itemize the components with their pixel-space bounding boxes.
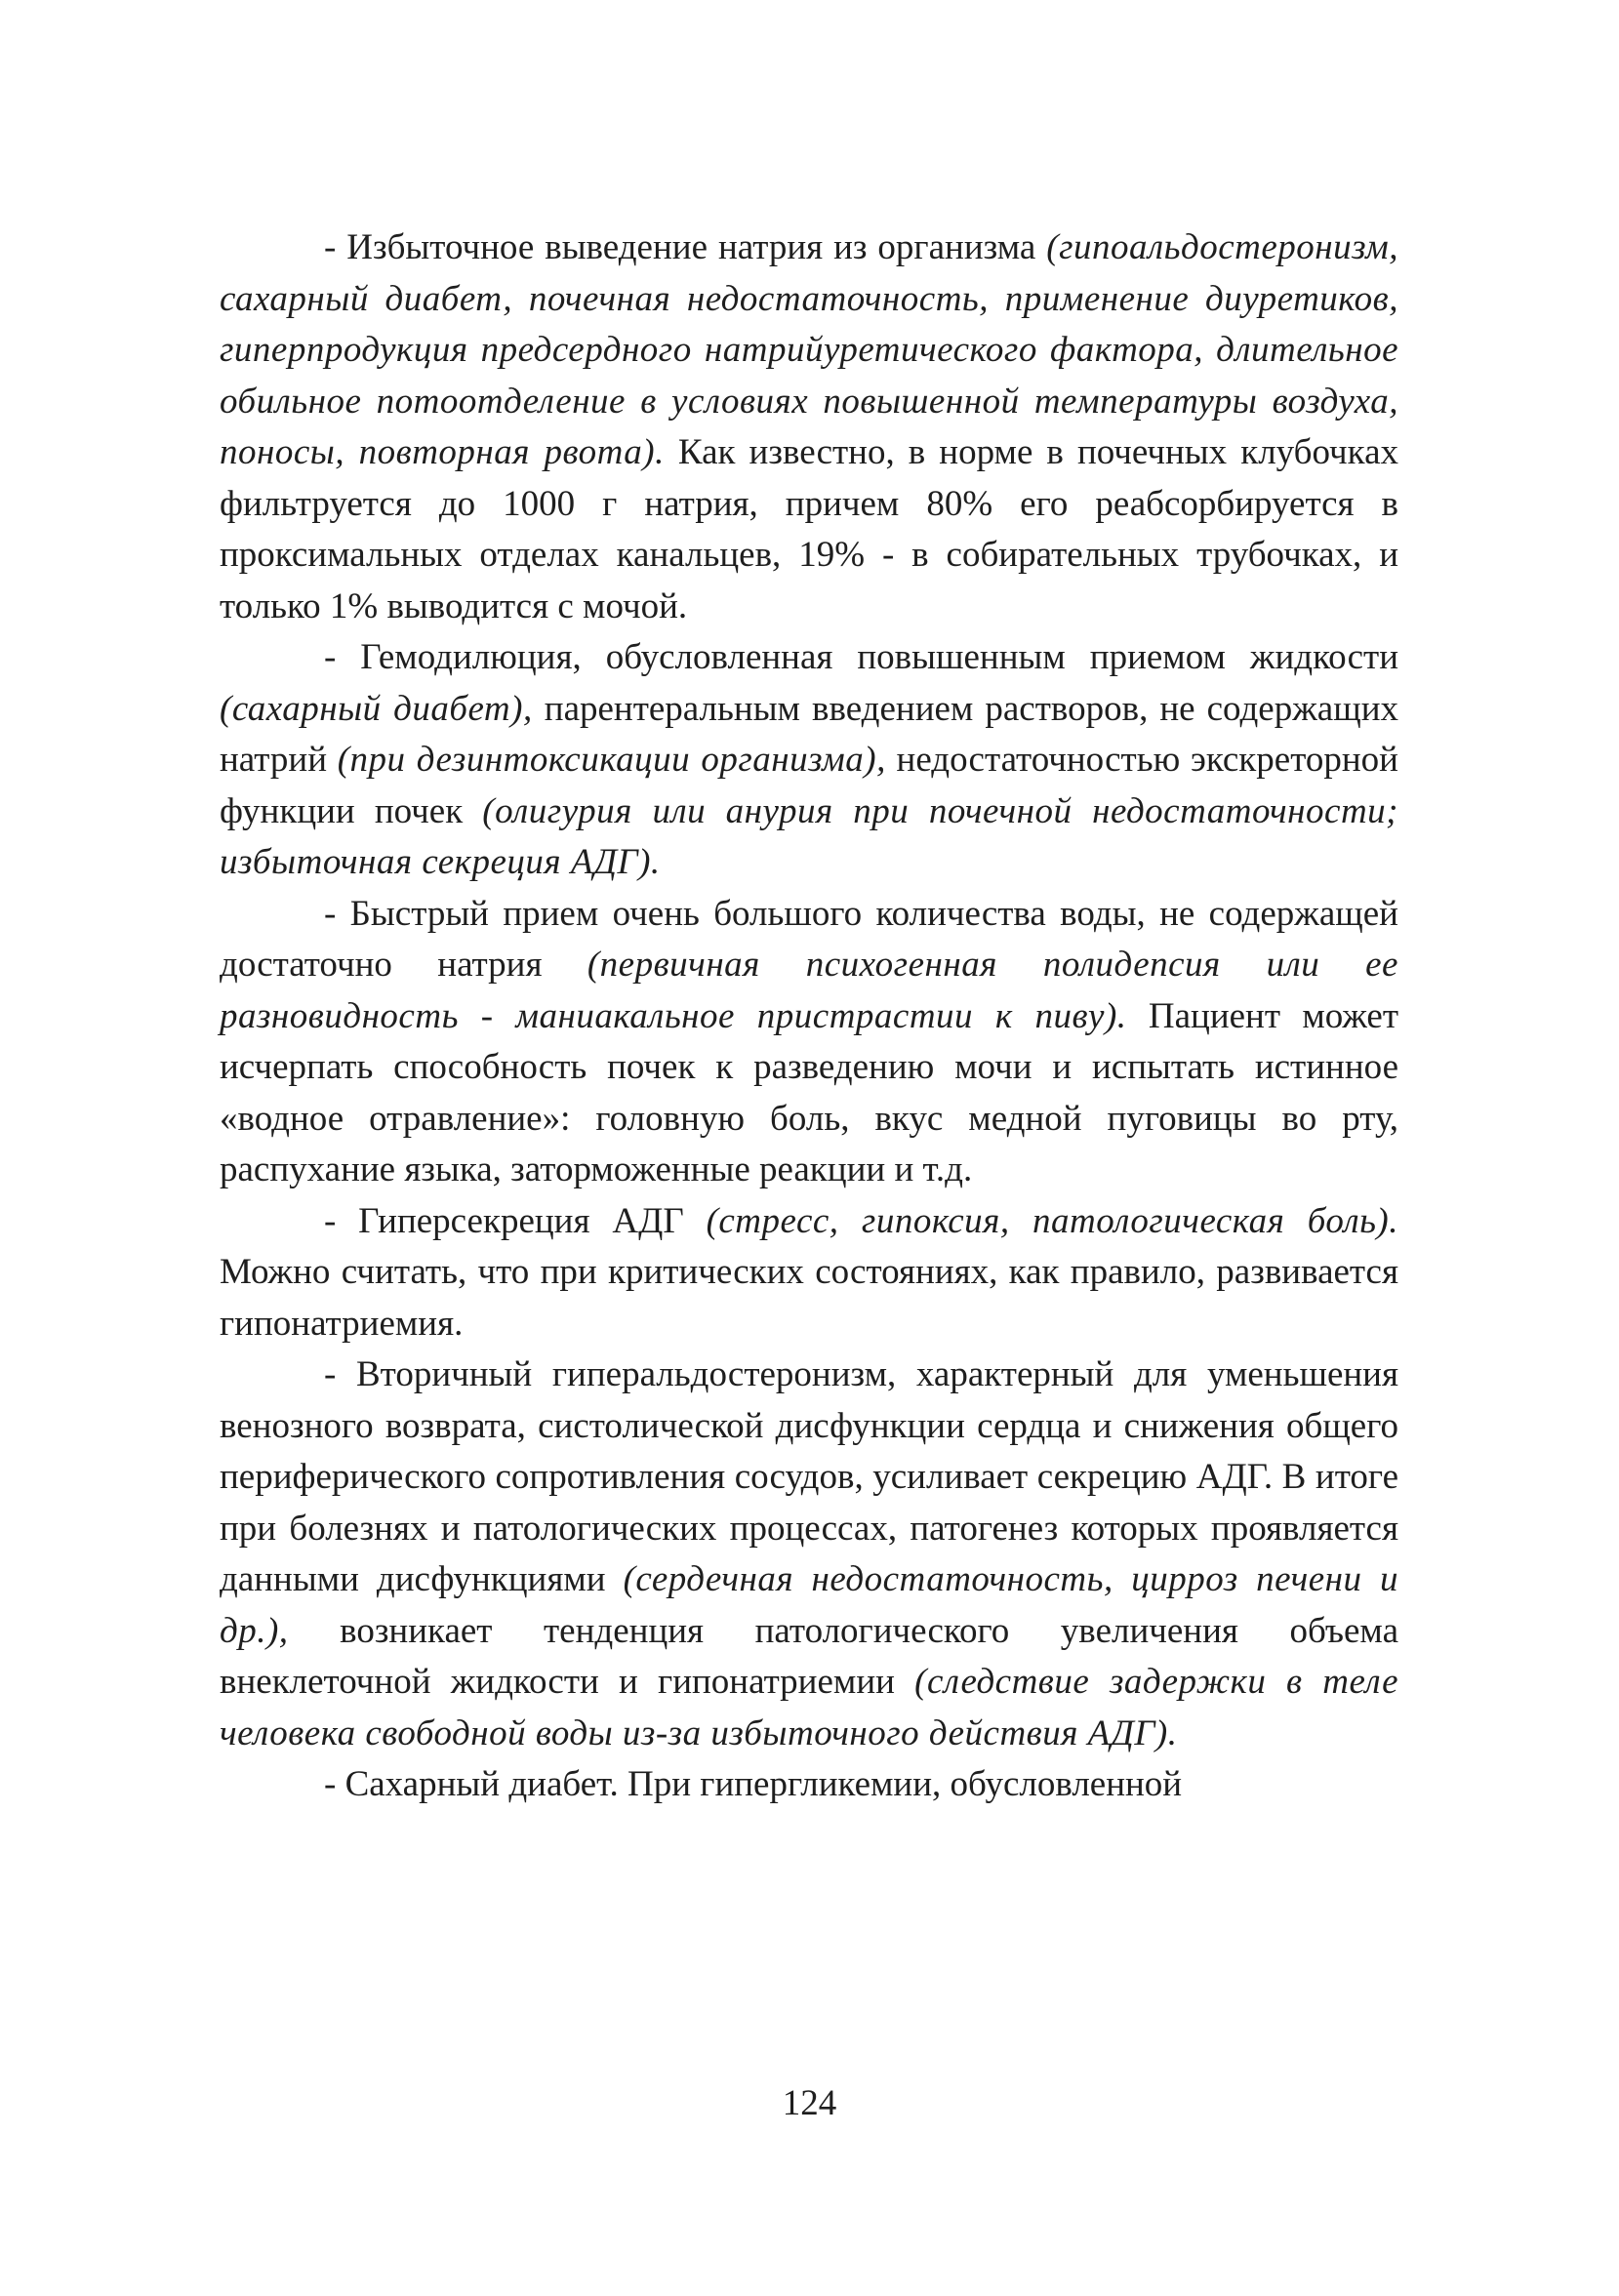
paragraph-rapid-water-intake	[220, 889, 1398, 1196]
italic-segment: (сахарный диабет),	[220, 688, 533, 729]
text-segment: - Быстрый прием очень большого количества воды, не содержащей достаточно натрия	[220, 893, 1398, 985]
italic-segment: (стресс, гипоксия, патологическая боль).	[706, 1200, 1398, 1241]
text-segment: Как известно, в норме в почечных клубочках фильтруется до 1000 г натрия, причем 80% его реабсорбируется в проксимальных отделах канальцев, 19% - в собирательных трубочках, и только 1% выводится с мочой.	[220, 432, 1398, 626]
italic-segment: (гипоальдостеронизм, сахарный диабет, почечная недостаточность, применение диуретиков, гиперпродукция предсердного натрийуретического фактора, длительное обильное потоотделение в условиях повышенной температуры воздуха, поносы, повторная рвота).	[220, 227, 1398, 472]
text-segment: - Гемодилюция, обусловленная повышенным приемом жидкости	[324, 637, 1398, 677]
italic-segment: (олигурия или анурия при почечной недостаточности; избыточная секреция АДГ).	[220, 790, 1398, 882]
text-segment: - Избыточное выведение натрия из организма	[324, 227, 1047, 267]
paragraph-excess-sodium-excretion	[220, 222, 1398, 632]
text-segment: - Сахарный диабет. При гипергликемии, обусловленной	[324, 1764, 1183, 1804]
italic-segment: (следствие задержки в теле человека свободной воды из-за избыточного действия АДГ).	[220, 1662, 1399, 1753]
text-segment: - Вторичный гиперальдостеронизм, характерный для уменьшения венозного возврата, систолической дисфункции сердца и снижения общего периферического сопротивления сосудов, усиливает секрецию АДГ. В итоге при болезнях и патологических процессах, патогенез которых проявляется данными дисфункциями	[220, 1354, 1398, 1599]
italic-segment: (сердечная недостаточность, цирроз печени и др.),	[220, 1559, 1398, 1651]
paragraph-adh-hypersecretion	[220, 1196, 1398, 1350]
paragraph-hemodilution	[220, 632, 1398, 889]
page-number: 124	[782, 2083, 837, 2123]
text-segment: Пациент может исчерпать способность почек к разведению мочи и испытать истинное «водное отравление»: головную боль, вкус медной пуговицы во рту, распухание языка, заторможенные реакции и т.д.	[220, 995, 1398, 1189]
paragraph-secondary-hyperaldosteronism	[220, 1349, 1398, 1759]
text-segment: парентеральным введением растворов, не содержащих натрий	[220, 688, 1399, 780]
text-segment: Можно считать, что при критических состояниях, как правило, развивается гипонатриемия.	[220, 1252, 1398, 1344]
italic-segment: (при дезинтоксикации организма),	[337, 740, 886, 780]
text-segment: возникает тенденция патологического увеличения объема внеклеточной жидкости и гипонатриемии	[220, 1610, 1398, 1702]
text-segment: - Гиперсекреция АДГ	[324, 1200, 707, 1241]
italic-segment: (первичная психогенная полидепсия или ее разновидность - маниакальное пристрастии к пиву).	[220, 945, 1398, 1036]
text-segment: недостаточностью экскреторной функции почек	[220, 740, 1398, 831]
body-text	[220, 222, 1398, 1811]
paragraph-diabetes	[220, 1759, 1398, 1811]
